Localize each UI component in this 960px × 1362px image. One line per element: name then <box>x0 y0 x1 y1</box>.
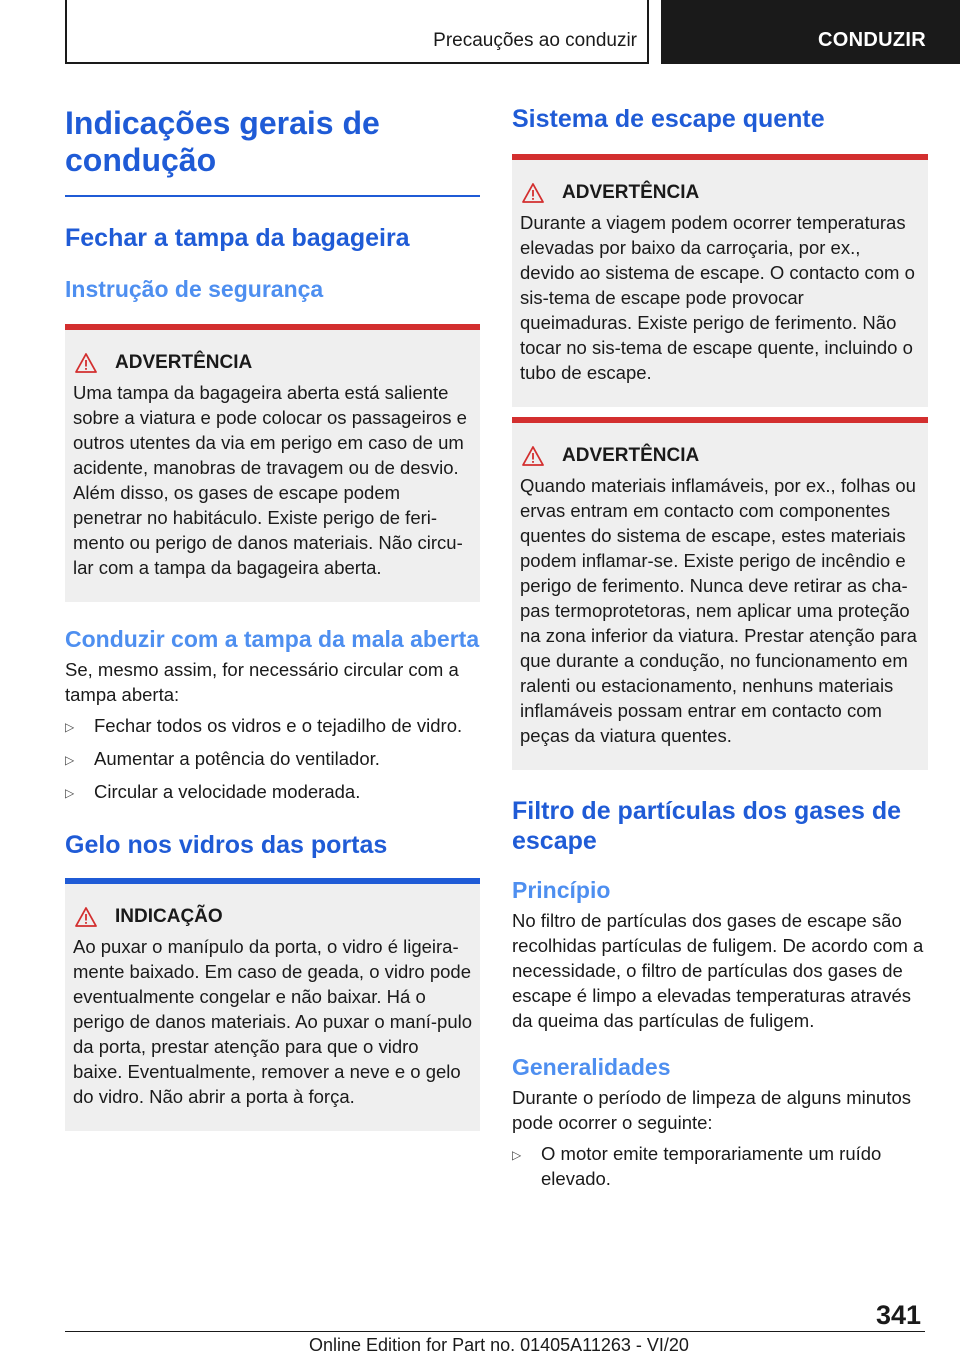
triangle-bullet-icon: ▷ <box>65 753 75 767</box>
bullet-list <box>65 713 480 806</box>
warning-box-exhaust-1 <box>512 154 928 407</box>
body-text: Se, mesmo assim, for necessário circular com a tampa aberta: <box>65 659 459 705</box>
warning-box-trunk <box>65 324 480 602</box>
triangle-bullet-icon: ▷ <box>512 1148 522 1162</box>
subheading-general: Generalidades <box>512 1054 671 1080</box>
warning-text: Quando materiais inflamáveis, por ex., folhas ou ervas entram em contacto com componentes quentes do sistema de escape, estes materiais podem inflamar-se. Existe perigo de incêndio e perigo de ferimento. Nunca deve retirar as cha-pas termoprotetoras, nem aplicar uma proteção na zona inferior da viatura. Prestar atenção para que durante a condução, no funcionamento em ralenti ou estacionamento, nenhuns materiais inflamáveis possam entrar em contacto com peças da viatura quentes. <box>520 475 917 746</box>
chapter-tab-label: CONDUZIR <box>818 29 926 51</box>
chapter-tab <box>661 0 960 64</box>
subheading-principle: Princípio <box>512 877 611 903</box>
page-number: 341 <box>876 1300 922 1330</box>
warning-header <box>520 445 920 467</box>
right-column <box>512 100 928 1191</box>
warning-header <box>520 182 920 204</box>
list-item <box>65 746 480 773</box>
list-item-text: O motor emite temporariamente um ruído elevado. <box>541 1143 882 1189</box>
subheading-drive-open-trunk: Conduzir com a tampa da mala aberta <box>65 626 480 652</box>
note-box-frost <box>65 878 480 1131</box>
header-rule-left <box>65 0 67 64</box>
note-label: INDICAÇÃO <box>115 906 223 927</box>
body-text: Durante o período de limpeza de alguns minutos pode ocorrer o seguinte: <box>512 1087 912 1133</box>
note-header <box>73 906 472 928</box>
warning-label: ADVERTÊNCIA <box>562 445 700 466</box>
page-title: Indicações gerais de condução <box>65 105 380 178</box>
subheading-safety: Instrução de segurança <box>65 276 324 302</box>
section-heading-close-trunk: Fechar a tampa da bagageira <box>65 224 410 252</box>
list-item <box>512 1141 928 1191</box>
section-heading-hot-exhaust: Sistema de escape quente <box>512 105 825 133</box>
section-heading-frost: Gelo nos vidros das portas <box>65 831 388 859</box>
warning-label: ADVERTÊNCIA <box>562 182 700 203</box>
body-text: No filtro de partículas dos gases de escape são recolhidas partículas de fuligem. De acordo com a necessidade, o filtro de partículas dos gases de escape é limpo a elevadas temperaturas através da queima das partículas de fuligem. <box>512 910 924 1031</box>
list-item-text: Aumentar a potência do ventilador. <box>94 748 380 769</box>
triangle-bullet-icon: ▷ <box>65 720 75 734</box>
warning-text: Durante a viagem podem ocorrer temperaturas elevadas por baixo da carroçaria, por ex., devido ao sistema de escape. O contacto com o sis-tema de escape pode provocar queimaduras. Existe perigo de ferimento. Não tocar no sis-tema de escape quente, incluindo o tubo de escape. <box>520 212 915 383</box>
list-item <box>65 779 480 806</box>
note-text: Ao puxar o manípulo da porta, o vidro é ligeira-mente baixado. Em caso de geada, o vidro pode eventualmente congelar e não baixar. Há o perigo de danos materiais. Ao puxar o maní-pulo da porta, prestar atenção para que o vidro baixe. Eventualmente, remover a neve e o gelo do vidro. Não abrir a porta à força. <box>73 936 473 1107</box>
left-column <box>65 100 480 1131</box>
header-section-title: Precauções ao conduzir <box>433 30 637 51</box>
section-heading-particle-filter: Filtro de partículas dos gases de escape <box>512 797 902 855</box>
triangle-bullet-icon: ▷ <box>65 786 75 800</box>
footer-rule <box>65 1331 925 1332</box>
warning-triangle-icon <box>522 183 544 203</box>
warning-box-exhaust-2 <box>512 417 928 770</box>
warning-triangle-icon <box>75 907 97 927</box>
warning-text: Uma tampa da bagageira aberta está saliente sobre a viatura e pode colocar os passageiros e outros utentes da via em perigo em caso de um acidente, manobras de travagem ou de desvio. Além disso, os gases de escape podem penetrar no habitáculo. Existe perigo de feri-mento ou perigo de danos materiais. Não circu-lar com a tampa da bagageira aberta. <box>73 382 467 578</box>
footer-edition: Online Edition for Part no. 01405A11263 - VI/20 <box>309 1335 689 1355</box>
warning-triangle-icon <box>75 353 97 373</box>
list-item <box>65 713 480 740</box>
bullet-list <box>512 1141 928 1191</box>
warning-label: ADVERTÊNCIA <box>115 352 253 373</box>
header-rule-divider <box>647 0 649 64</box>
header-rule-bottom <box>65 62 649 64</box>
warning-triangle-icon <box>522 446 544 466</box>
title-rule <box>65 195 480 197</box>
warning-header <box>73 352 472 374</box>
list-item-text: Fechar todos os vidros e o tejadilho de vidro. <box>94 715 463 736</box>
list-item-text: Circular a velocidade moderada. <box>94 781 361 802</box>
